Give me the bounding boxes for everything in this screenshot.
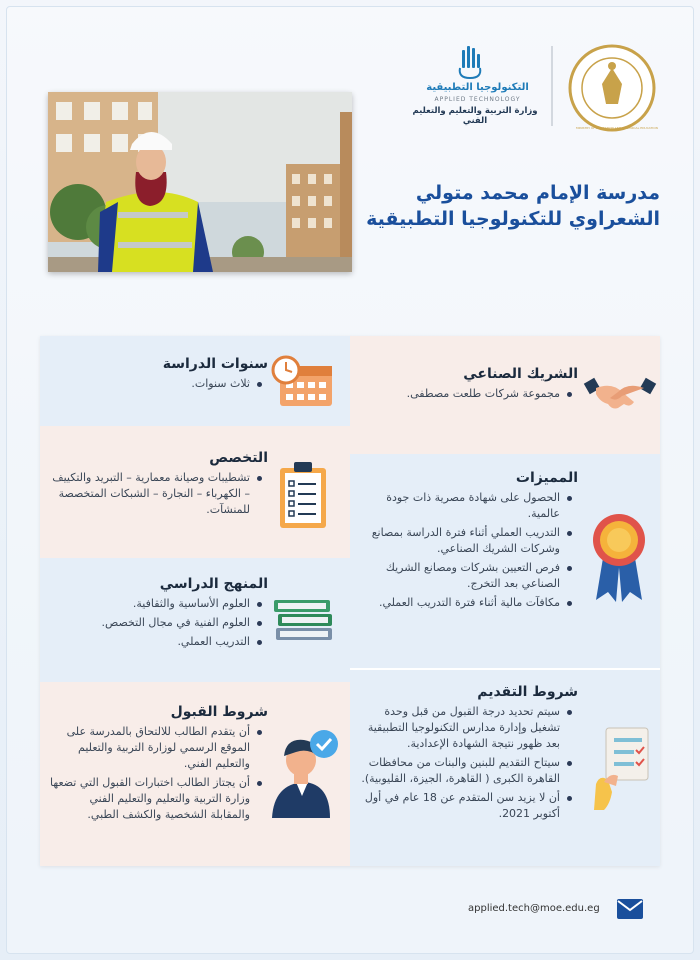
calendar-icon bbox=[272, 354, 336, 410]
seal-text: MINISTRY OF EDUCATION AND TECHNICAL EDUCATION bbox=[576, 126, 658, 130]
list-item: أن يتقدم الطالب للالتحاق بالمدرسة على الموقع الرسمي لوزارة التربية والتعليم والتعليم الفني. bbox=[50, 724, 250, 772]
logo-brand-en: APPLIED TECHNOLOGY bbox=[434, 96, 521, 103]
list-item: سيتم تحديد درجة القبول من قبل وحدة تشغيل وإدارة مدارس التكنولوجيا التطبيقية بعد ظهور نتيجة الشهادة الإعدادية. bbox=[360, 704, 560, 752]
title-line-2: الشعراوي للتكنولوجيا التطبيقية bbox=[366, 208, 660, 230]
list-item: تشطيبات وصيانة معمارية – التبريد والتكييف – الكهرباء – النجارة – الشبكات المتخصصة للمنشآت. bbox=[50, 470, 250, 518]
info-grid bbox=[40, 336, 660, 866]
footer bbox=[468, 896, 668, 926]
logo-brand-ar: التكنولوجيا التطبيقية bbox=[426, 82, 529, 93]
logo-ministry-ar: وزارة التربية والتعليم والتعليم الفني bbox=[412, 106, 538, 126]
section-title: سنوات الدراسة bbox=[162, 356, 268, 372]
section-title: الشريك الصناعي bbox=[463, 366, 578, 382]
list-item: سيتاح التقديم للبنين والبنات من محافظات القاهرة الكبرى ( القاهرة، الجيزة، القليوبية). bbox=[361, 756, 560, 785]
list-item: التدريب العملي أثناء فترة الدراسة بمصانع وشركات الشريك الصناعي. bbox=[360, 525, 560, 557]
list-item: العلوم الفنية في مجال التخصص. bbox=[50, 615, 250, 631]
section-title: المميزات bbox=[515, 470, 578, 486]
list-item: العلوم الأساسية والثقافية. bbox=[50, 596, 250, 612]
section-title: شروط القبول bbox=[170, 704, 268, 720]
list-item: الحصول على شهادة مصرية ذات جودة عالمية. bbox=[360, 490, 560, 522]
list-item: ثلاث سنوات. bbox=[50, 376, 250, 392]
header-logos bbox=[400, 38, 670, 138]
medal-icon bbox=[590, 512, 648, 604]
handshake-icon bbox=[586, 374, 656, 414]
books-icon bbox=[272, 594, 336, 644]
list-item: مجموعة شركات طلعت مصطفى. bbox=[362, 386, 560, 402]
section-title: التخصص bbox=[209, 450, 268, 466]
mail-icon bbox=[616, 898, 644, 920]
contact-email[interactable]: applied.tech@moe.edu.eg bbox=[468, 903, 600, 914]
page-title bbox=[360, 180, 660, 232]
student-check-icon bbox=[268, 726, 340, 818]
clipboard-icon bbox=[276, 462, 330, 530]
list-item: التدريب العملي. bbox=[50, 634, 250, 650]
list-item: فرص التعيين بشركات ومصانع الشريك الصناعي بعد التخرج. bbox=[360, 560, 560, 592]
list-item: أن لا يزيد سن المتقدم عن 18 عام في أول أكتوبر 2021. bbox=[360, 790, 560, 822]
list-item: أن يجتاز الطالب اختبارات القبول التي تضعها وزارة التربية والتعليم والتعليم الفني والمقابلة الشخصية والكشف الطبي. bbox=[50, 776, 250, 821]
applied-technology-logo-icon bbox=[460, 46, 481, 78]
section-title: شروط التقديم bbox=[477, 684, 578, 700]
checklist-hand-icon bbox=[590, 726, 652, 812]
section-title: المنهج الدراسي bbox=[159, 576, 268, 592]
list-item: مكافآت مالية أثناء فترة التدريب العملي. bbox=[360, 595, 560, 611]
title-line-1: مدرسة الإمام محمد متولي bbox=[415, 182, 660, 204]
header-photo bbox=[48, 92, 352, 272]
